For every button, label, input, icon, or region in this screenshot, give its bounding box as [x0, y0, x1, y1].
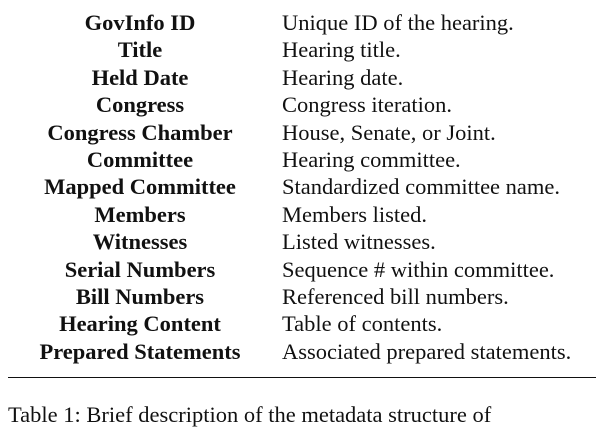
field-description: Members listed. [282, 201, 427, 227]
field-description: Standardized committee name. [282, 174, 561, 200]
table-row [8, 310, 596, 337]
field-name: Prepared Statements [39, 338, 241, 364]
field-description: Sequence # within committee. [282, 256, 555, 282]
field-name: Committee [86, 147, 194, 173]
table-row [8, 338, 596, 365]
field-name: GovInfo ID [84, 10, 196, 35]
field-name: Congress [95, 92, 185, 118]
table-row [8, 119, 596, 146]
field-name: Held Date [91, 64, 189, 90]
metadata-table [8, 9, 596, 365]
table-row [8, 256, 596, 283]
field-name: Witnesses [92, 229, 188, 255]
table-row [8, 9, 596, 36]
field-description: Hearing date. [282, 64, 404, 90]
field-description: Unique ID of the hearing. [282, 10, 514, 35]
field-name: Serial Numbers [64, 256, 216, 282]
table-row [8, 36, 596, 63]
table-row [8, 228, 596, 255]
field-name: Mapped Committee [44, 174, 236, 200]
table-bottom-rule [8, 377, 596, 378]
field-description: House, Senate, or Joint. [282, 119, 496, 145]
table-row [8, 91, 596, 118]
table-caption: Table 1: Brief description of the metadata structure of [8, 402, 492, 427]
table-row [8, 283, 596, 310]
field-description: Referenced bill numbers. [282, 284, 509, 310]
field-description: Hearing title. [282, 37, 401, 63]
field-name: Members [94, 201, 186, 227]
metadata-table-container [8, 9, 596, 365]
field-description: Table of contents. [282, 311, 443, 337]
field-description: Congress iteration. [282, 92, 452, 118]
field-name: Bill Numbers [75, 284, 205, 310]
table-row [8, 201, 596, 228]
table-row [8, 173, 596, 200]
field-name: Title [117, 37, 163, 63]
field-name: Hearing Content [59, 311, 221, 337]
field-description: Listed witnesses. [282, 229, 436, 255]
field-name: Congress Chamber [47, 119, 233, 145]
table-row [8, 64, 596, 91]
field-description: Associated prepared statements. [282, 338, 572, 364]
field-description: Hearing committee. [282, 147, 461, 173]
table-row [8, 146, 596, 173]
